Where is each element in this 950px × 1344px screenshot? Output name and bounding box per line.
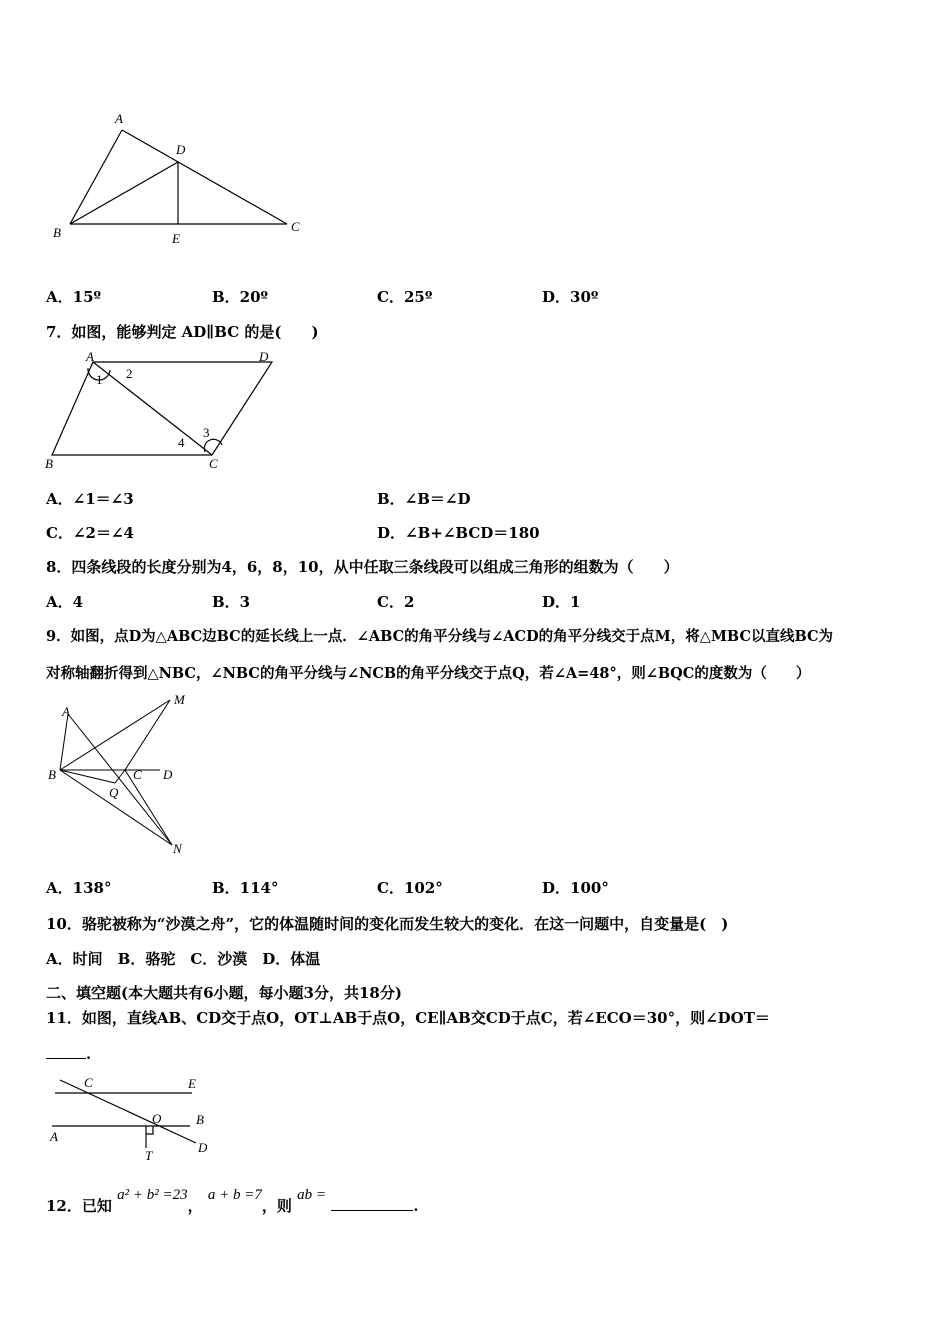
question-9-stem-line2: 对称轴翻折得到△NBC，∠NBC的角平分线与∠NCB的角平分线交于点Q，若∠A=48°，则∠BQC的度数为（ ） xyxy=(46,665,811,682)
option-a[interactable]: A．∠1＝∠3 xyxy=(46,490,134,508)
label: B xyxy=(53,225,61,240)
label: D xyxy=(163,767,173,782)
label: M xyxy=(174,692,185,707)
question-8-stem: 8．四条线段的长度分别为4，6，8，10，从中任取三条线段可以组成三角形的组数为（ ） xyxy=(46,558,679,576)
question-9-stem-line1: 9．如图，点D为△ABC边BC的延长线上一点．∠ABC的角平分线与∠ACD的角平分线交于点M，将△MBC以直线BC为 xyxy=(46,628,834,645)
option-b[interactable]: B．∠B＝∠D xyxy=(377,490,471,508)
label: A xyxy=(62,704,70,719)
separator: ， xyxy=(187,1197,203,1215)
option-d[interactable]: D．100° xyxy=(542,879,609,897)
answer-blank[interactable]: . xyxy=(46,1044,91,1063)
option-a[interactable]: A．4 xyxy=(46,593,84,611)
label: B xyxy=(48,767,56,782)
label: A xyxy=(50,1129,58,1144)
figure-q7 xyxy=(45,349,272,471)
option-b[interactable]: B．3 xyxy=(212,593,251,611)
label: O xyxy=(152,1111,162,1126)
equation: a² + b² =23 xyxy=(117,1187,188,1203)
figure-q9 xyxy=(48,692,186,856)
question-7-stem: 7．如图，能够判定 AD∥BC 的是( ) xyxy=(46,323,319,341)
question-12: 12．已知 a² + b² =23， a + b =7，则 ab = . xyxy=(46,1187,419,1215)
label: Q xyxy=(109,785,119,800)
option-c[interactable]: C．102° xyxy=(377,879,443,897)
option-c[interactable]: C．25º xyxy=(377,288,433,306)
label: 1 xyxy=(96,372,103,387)
figure-q6 xyxy=(53,111,300,246)
label: B xyxy=(196,1112,204,1127)
label: B xyxy=(45,456,53,471)
option-c[interactable]: C．2 xyxy=(377,593,415,611)
label: C xyxy=(209,456,218,471)
equation: ab = xyxy=(297,1187,326,1203)
answer-blank[interactable] xyxy=(331,1196,413,1211)
label: T xyxy=(145,1148,153,1163)
label: 3 xyxy=(203,425,210,440)
label: C xyxy=(291,219,300,234)
option-c[interactable]: C．∠2＝∠4 xyxy=(46,524,134,542)
option-d[interactable]: D．∠B+∠BCD＝180 xyxy=(377,524,540,542)
label: C xyxy=(84,1075,93,1090)
option-d[interactable]: D．1 xyxy=(542,593,581,611)
label: 4 xyxy=(178,435,185,450)
question-11-stem: 11．如图，直线AB、CD交于点O，OT⊥AB于点O，CE∥AB交CD于点C，若∠ECO＝30°，则∠DOT＝ xyxy=(46,1009,770,1027)
equation: a + b =7 xyxy=(207,1187,262,1203)
label: E xyxy=(172,231,180,246)
label: E xyxy=(188,1076,196,1091)
label: D xyxy=(176,142,186,157)
connector: ，则 xyxy=(261,1197,292,1215)
label: D xyxy=(259,349,269,364)
label: N xyxy=(173,841,182,856)
question-10-stem: 10．骆驼被称为“沙漠之舟”，它的体温随时间的变化而发生较大的变化．在这一问题中，自变量是( ) xyxy=(46,915,729,933)
option-b[interactable]: B．114° xyxy=(212,879,279,897)
label: D xyxy=(198,1140,208,1155)
label: A xyxy=(115,111,123,126)
figure-q11 xyxy=(49,1075,208,1163)
option-a[interactable]: A．15º xyxy=(46,288,102,306)
question-10-options[interactable]: A．时间 B．骆驼 C．沙漠 D．体温 xyxy=(46,950,321,968)
section-title: 二、填空题(本大题共有6小题，每小题3分，共18分) xyxy=(46,984,402,1002)
option-b[interactable]: B．20º xyxy=(212,288,269,306)
option-d[interactable]: D．30º xyxy=(542,288,599,306)
option-a[interactable]: A．138° xyxy=(46,879,112,897)
label: C xyxy=(133,767,142,782)
question-12-prefix: 12．已知 xyxy=(46,1197,112,1215)
label: 2 xyxy=(126,366,133,381)
label: A xyxy=(86,349,94,364)
